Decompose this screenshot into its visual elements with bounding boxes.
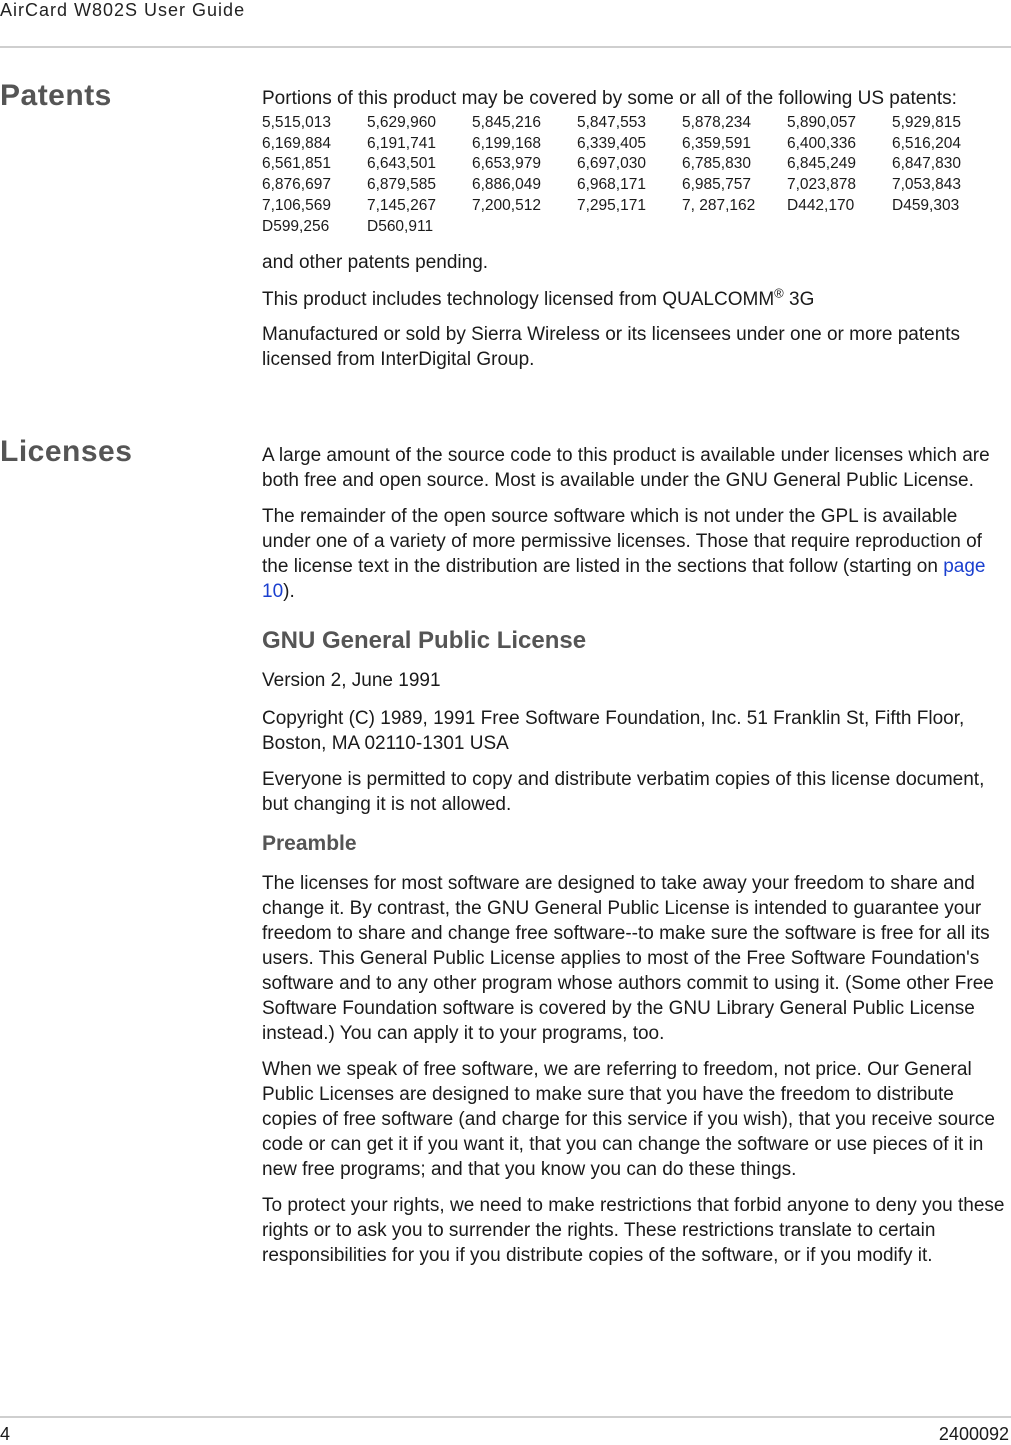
gpl-version: Version 2, June 1991	[262, 670, 441, 691]
patent-number-table	[262, 113, 997, 237]
patent-row	[262, 175, 997, 196]
patent-number: 6,886,049	[472, 176, 541, 194]
patent-row	[262, 196, 997, 217]
patents-intro: Portions of this product may be covered by some or all of the following US patents:	[262, 88, 957, 109]
licenses-paragraph-2-text: The remainder of the open source software which is not under the GPL is available under one of a variety of more permissive licenses. Those that require reproduction of the license text in the distribution are listed in the sections that follow (starting on	[262, 506, 982, 577]
patent-number: 6,561,851	[262, 155, 331, 173]
patent-number: 6,876,697	[262, 176, 331, 194]
preamble-paragraph-2: When we speak of free software, we are referring to freedom, not price. Our General Public Licenses are designed to make sure that you have the freedom to distribute copies of free software (and charge for this service if you wish), that you receive source code or can get it if you want it, that you can change the software or use pieces of it in new free programs; and that you know you can do these things.	[262, 1059, 995, 1180]
licenses-paragraph-1: A large amount of the source code to this product is available under licenses which are both free and open source. Most is available under the GNU General Public License.	[262, 445, 990, 491]
patent-number	[892, 217, 997, 238]
patent-number: 6,191,741	[367, 134, 436, 152]
patents-pending: and other patents pending.	[262, 252, 489, 274]
patent-number: 6,199,168	[472, 134, 541, 152]
patent-number: 6,359,591	[682, 134, 751, 152]
licenses-section	[262, 443, 1010, 1268]
patent-number: 5,515,013	[262, 114, 331, 131]
patent-number: 7, 287,162	[682, 196, 756, 214]
patent-number: 6,845,249	[787, 155, 856, 173]
patent-number: 6,985,757	[682, 176, 751, 194]
patent-number: 5,929,815	[892, 114, 961, 131]
patent-number: D459,303	[892, 196, 960, 214]
patent-number: 7,145,267	[367, 196, 436, 214]
patent-number: 7,200,512	[472, 196, 541, 214]
licenses-paragraph-2-end: ).	[283, 581, 295, 602]
preamble-heading: Preamble	[262, 832, 357, 855]
running-header: AirCard W802S User Guide	[0, 0, 246, 20]
patent-number	[682, 217, 787, 238]
patent-row	[262, 217, 997, 238]
document-number: 2400092	[938, 1424, 1009, 1444]
patent-number	[472, 217, 577, 238]
patent-number: 6,968,171	[577, 176, 646, 194]
patent-number: 6,697,030	[577, 155, 646, 173]
patents-section	[262, 86, 1010, 372]
patent-number: 6,653,979	[472, 155, 541, 173]
licenses-heading: Licenses	[0, 435, 133, 468]
gpl-copyright: Copyright (C) 1989, 1991 Free Software Foundation, Inc. 51 Franklin St, Fifth Floor, Boston, MA 02110-1301 USA	[262, 708, 965, 754]
preamble-paragraph-1: The licenses for most software are designed to take away your freedom to share and change it. By contrast, the GNU General Public License is intended to guarantee your freedom to share and change free software--to make sure the software is free for all its users. This General Public License applies to most of the Free Software Foundation's software and to any other program whose authors commit to using it. (Some other Free Software Foundation software is covered by the GNU Library General Public License instead.) You can apply it to your programs, too.	[262, 873, 994, 1044]
qualcomm-note	[262, 287, 1010, 312]
interdigital-note: Manufactured or sold by Sierra Wireless or its licensees under one or more patents licensed from InterDigital Group.	[262, 324, 961, 371]
qualcomm-suffix: 3G	[783, 289, 815, 311]
patent-number: 7,053,843	[892, 176, 961, 194]
gpl-heading: GNU General Public License	[262, 627, 587, 654]
patent-number: 6,785,830	[682, 155, 751, 173]
patent-number	[577, 217, 682, 238]
patent-number: 6,516,204	[892, 134, 961, 152]
patent-number: 7,106,569	[262, 196, 331, 214]
patent-number: D599,256	[262, 217, 330, 235]
patent-number: 7,295,171	[577, 196, 646, 214]
patents-heading: Patents	[0, 79, 112, 112]
patent-row	[262, 134, 997, 155]
page-number: 4	[0, 1424, 11, 1444]
gpl-permission: Everyone is permitted to copy and distribute verbatim copies of this license document, but changing it is not allowed.	[262, 769, 985, 815]
patent-number: 7,023,878	[787, 176, 856, 194]
preamble-paragraph-3: To protect your rights, we need to make restrictions that forbid anyone to deny you these rights or to ask you to surrender the rights. These restrictions translate to certain responsibilities for you if you distribute copies of the software, or if you modify it.	[262, 1195, 1005, 1266]
patent-number: 5,845,216	[472, 114, 541, 131]
patent-number: 6,643,501	[367, 155, 436, 173]
patent-number: 6,339,405	[577, 134, 646, 152]
patent-number: 5,890,057	[787, 114, 856, 131]
registered-mark: ®	[774, 285, 784, 301]
patent-number	[787, 217, 892, 238]
patent-number: 6,169,884	[262, 134, 331, 152]
patent-number: 6,847,830	[892, 155, 961, 173]
licenses-paragraph-2	[262, 504, 1010, 604]
patent-row	[262, 113, 997, 134]
page-10-link[interactable]: page 10	[262, 556, 986, 602]
patent-row	[262, 154, 997, 175]
patent-number: 6,879,585	[367, 176, 436, 194]
header-rule	[0, 46, 1011, 48]
patent-number: 5,629,960	[367, 114, 436, 131]
footer-rule	[0, 1416, 1011, 1418]
patent-number: D442,170	[787, 196, 855, 214]
patent-number: 6,400,336	[787, 134, 856, 152]
patent-number: D560,911	[367, 217, 434, 235]
patent-number: 5,847,553	[577, 114, 646, 131]
qualcomm-text: This product includes technology licensed from QUALCOMM	[262, 289, 775, 311]
patent-number: 5,878,234	[682, 114, 751, 131]
